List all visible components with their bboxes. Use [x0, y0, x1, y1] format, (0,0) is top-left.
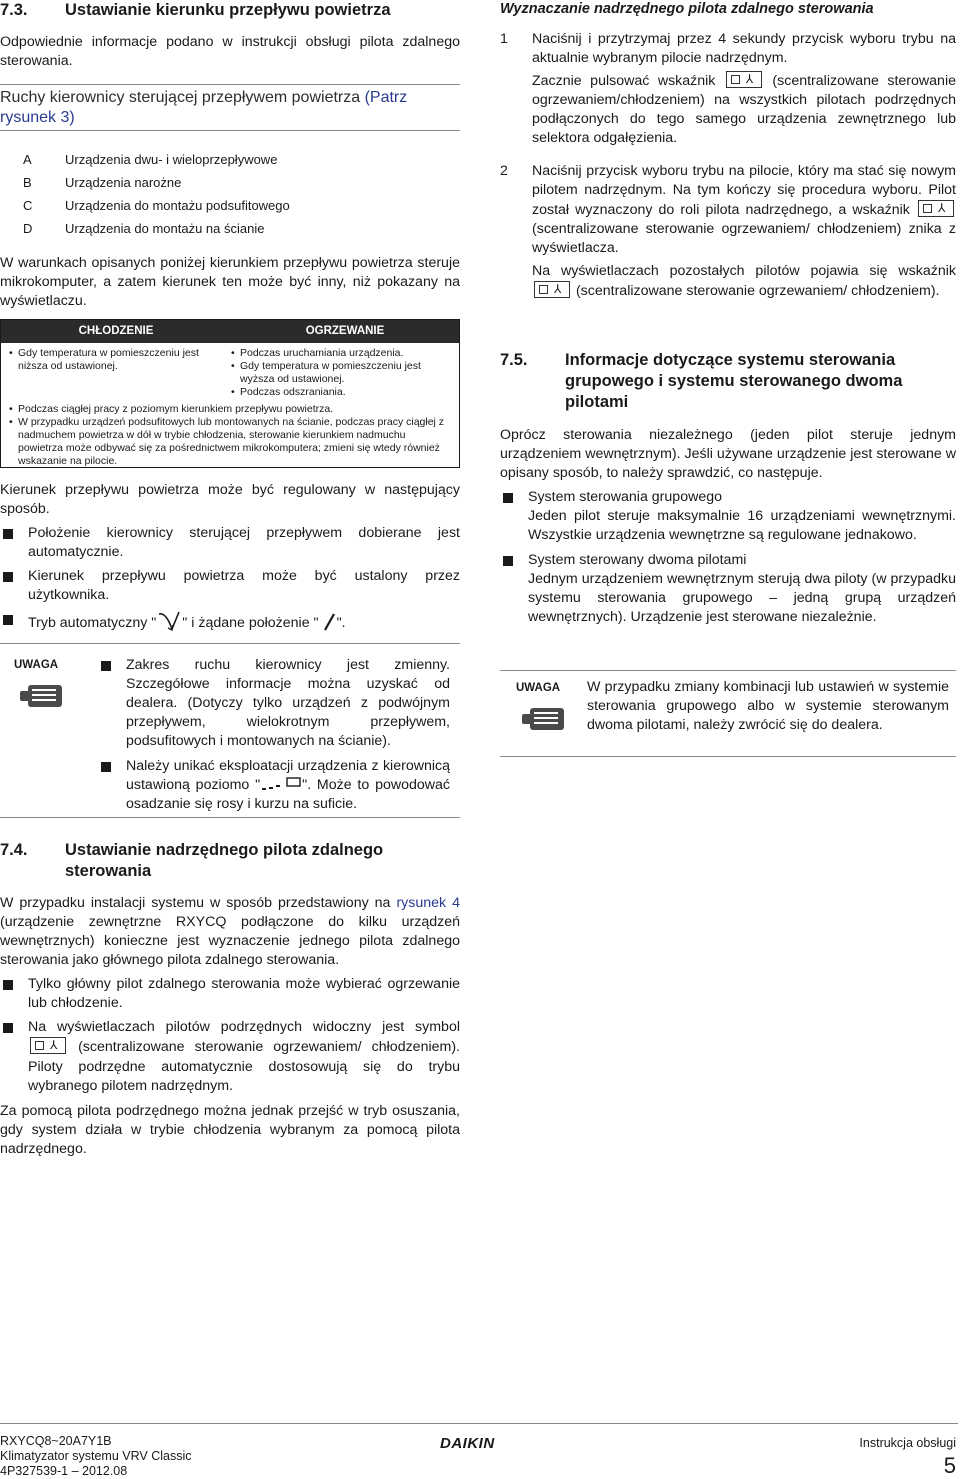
note-item: Należy unikać eksploatacji urządzenia z kierownicą ustawioną poziomo " ". Może to powodować osadzanie się rosy i kurzu na suficie.: [98, 757, 450, 814]
figure-subheading: Ruchy kierownicy sterującej przepływem powietrza (Patrz rysunek 3): [0, 89, 408, 126]
common-conditions: [9, 403, 449, 468]
bullet-item: Tylko główny pilot zdalnego sterowania może wybierać ogrzewanie lub chłodzenie.: [0, 975, 460, 1013]
brand-logo: DAIKIN: [440, 1435, 495, 1452]
footer-doc-title: Instrukcja obsługi: [859, 1436, 956, 1450]
footer-product: Klimatyzator systemu VRV Classic: [0, 1449, 192, 1463]
group-intro: Oprócz sterowania niezależnego (jeden pilot steruje jednym urządzeniem wewnętrznym). Jeśli używane urządzenie jest sterowane w opisany sposób, to należy sprawdzić, co następuje.: [500, 427, 956, 481]
bullet-item: System sterowania grupowego Jeden pilot steruje maksymalnie 16 urządzeniami wewnętrznymi. Wszystkie urządzenia wewnętrzne są regulowane jednakowo.: [500, 488, 956, 545]
condition-item: • W przypadku urządzeń podsufitowych lub montowanych na ścianie, podczas pracy ciągłej z nadmuchem powietrza w dół w trybie chłodzenia, sterowanie kierunkiem nadmuchu powietrza może odbywać się za pośrednictwem mikrokomputera; zmieni się wtedy również wskazanie na pilocie.: [9, 416, 445, 467]
intro-text: Odpowiednie informacje podano w instrukcji obsługi pilota zdalnego sterowania.: [0, 34, 460, 69]
bullet-item: Tryb automatyczny " " i żądane położenie " ".: [0, 610, 460, 633]
legend-item: C Urządzenia do montażu podsufitowego: [23, 198, 290, 213]
condition-item: • Gdy temperatura w pomieszczeniu jest niższa od ustawionej.: [9, 347, 199, 372]
divider: [0, 84, 460, 85]
condition-item: • Podczas uruchamiania urządzenia.: [231, 347, 404, 359]
footer-code: 4P327539-1 – 2012.08: [0, 1464, 128, 1478]
adjust-intro: Kierunek przepływu powietrza może być regulowany w następujący sposób.: [0, 482, 460, 517]
footer: [0, 1423, 958, 1478]
heating-conditions: [231, 347, 451, 399]
divider: [500, 670, 956, 671]
bullet-item: System sterowany dwoma pilotami Jednym urządzeniem wewnętrznym sterują dwa piloty (w przypadku systemu sterowania grupowego – jedną grupą urządzeń wewnętrznych). Urządzenie jest sterowane niezależnie.: [500, 551, 956, 627]
figure-link[interactable]: rysunek 4: [396, 895, 461, 911]
central-control-icon: [726, 71, 762, 88]
adjust-bullets: [0, 524, 460, 638]
group-bullets: [500, 488, 956, 632]
bullet-icon: [3, 615, 13, 625]
note-label: UWAGA: [516, 682, 561, 694]
central-control-icon: [534, 281, 570, 298]
conditions-table: [0, 319, 460, 468]
legend-item: B Urządzenia narożne: [23, 175, 182, 190]
cooling-conditions: [9, 347, 231, 399]
bullet-icon: [3, 529, 13, 539]
divider: [500, 756, 956, 757]
bullet-item: Kierunek przepływu powietrza może być ustalony przez użytkownika.: [0, 567, 460, 605]
step-1: 1 Naciśnij i przytrzymaj przez 4 sekundy przycisk wyboru trybu na aktualnie wybranym pilocie nadrzędnym. Zacznie pulsować wskaźnik ⅄ (scentralizowane sterowanie ogrzewaniem/chłodzeniem) na wszystkich pilotach podrzędnych podłączonych do tego samego urządzenia zewnętrznego lub selektora odgałęzienia.: [500, 30, 956, 148]
hand-pointer-icon: [530, 708, 564, 730]
legend-item: A Urządzenia dwu- i wieloprzepływowe: [23, 152, 278, 167]
bullet-icon: [3, 572, 13, 582]
dry-mode-note: Za pomocą pilota podrzędnego można jednak przejść w tryb osuszania, gdy system działa w trybie chłodzenia wybranym za pomocą pilota nadrzędnego.: [0, 1103, 460, 1157]
header-heating: OGRZEWANIE: [305, 325, 385, 337]
bullet-icon: [3, 980, 13, 990]
note-box: [516, 679, 564, 730]
bullet-icon: [101, 661, 111, 671]
note-box: [14, 656, 62, 707]
condition-item: • Podczas odszraniania.: [231, 386, 346, 398]
central-control-icon: [30, 1037, 66, 1054]
figure-link[interactable]: (Patrz rysunek 3): [0, 89, 408, 126]
hand-pointer-icon: [28, 685, 62, 707]
central-control-icon: [918, 200, 954, 217]
header-cooling: CHŁODZENIE: [78, 325, 154, 337]
condition-item: • Gdy temperatura w pomieszczeniu jest wyższa od ustawionej.: [231, 360, 421, 385]
divider: [0, 643, 460, 644]
divider: [0, 817, 460, 818]
microcomputer-note: W warunkach opisanych poniżej kierunkiem przepływu powietrza steruje mikrokomputer, a zatem kierunek ten może być inny, niż pokazany na wyświetlaczu.: [0, 255, 460, 309]
bullet-icon: [503, 493, 513, 503]
master-procedure-heading: Wyznaczanie nadrzędnego pilota zdalnego sterowania: [500, 1, 874, 17]
swing-auto-icon: [156, 610, 182, 632]
note-label: UWAGA: [14, 659, 59, 671]
footer-model: RXYCQ8~20A7Y1B: [0, 1434, 112, 1448]
divider: [0, 130, 460, 131]
note-bullets: [98, 656, 450, 819]
bullet-icon: [101, 762, 111, 772]
bullet-item: Na wyświetlaczach pilotów podrzędnych widoczny jest symbol ⅄ (scentralizowane sterowanie ogrzewaniem/ chłodzeniem). Piloty podrzędne automatycznie dostosowują się do trybu wybranego pilotem nadrzędnym.: [0, 1018, 460, 1096]
section-7-3-heading: 7.3. Ustawianie kierunku przepływu powietrza: [0, 1, 391, 19]
section-7-5-heading: 7.5. Informacje dotyczące systemu sterowania grupowego i systemu sterowanego dwoma pilotami: [500, 351, 903, 411]
bullet-icon: [3, 1023, 13, 1033]
step-2: 2 Naciśnij przycisk wyboru trybu na pilocie, który ma stać się nowym pilotem nadrzędnym. Na tym kończy się procedura wyboru. Pilot został wyznaczony do roli pilota nadrzędnego, a wskaźnik ⅄ (scentralizowane sterowanie ogrzewaniem/ chłodzeniem) znika z wyświetlacza. Na wyświetlaczach pozostałych pilotów pojawia się wskaźnik ⅄ (scentralizowane sterowanie ogrzewaniem/ chłodzeniem).: [500, 162, 956, 301]
horizontal-louver-icon: [260, 776, 302, 792]
legend-list: [23, 150, 290, 242]
group-note: W przypadku zmiany kombinacji lub ustawień w systemie sterowania grupowego albo w systemie sterowanym dwoma pilotami, należy zwrócić się do dealera.: [587, 679, 949, 733]
bullet-item: Położenie kierownicy sterującej przepływem dobierane jest automatycznie.: [0, 524, 460, 562]
fixed-position-icon: [319, 612, 337, 632]
bullet-icon: [503, 556, 513, 566]
condition-item: • Podczas ciągłej pracy z poziomym kierunkiem przepływu powietrza.: [9, 403, 334, 415]
page-number: 5: [943, 1453, 956, 1478]
master-intro: W przypadku instalacji systemu w sposób przedstawiony na rysunek 4 (urządzenie zewnętrzne RXYCQ podłączone do kilku urządzeń wewnętrznych) konieczne jest wyznaczenie jednego pilota zdalnego sterowania jako głównego pilota zdalnego sterowania.: [0, 895, 461, 968]
note-item: Zakres ruchu kierownicy jest zmienny. Szczegółowe informacje można uzyskać od dealera. (Dotyczy tylko urządzeń z podwójnym przepływem, wielokrotnym przepływem, podsufitowych i montowanych na ścianie).: [98, 656, 450, 751]
table-header: [1, 320, 459, 343]
section-7-4-heading: 7.4. Ustawianie nadrzędnego pilota zdalnego sterowania: [0, 841, 384, 880]
master-bullets: [0, 975, 460, 1101]
legend-item: D Urządzenia do montażu na ścianie: [23, 221, 265, 236]
